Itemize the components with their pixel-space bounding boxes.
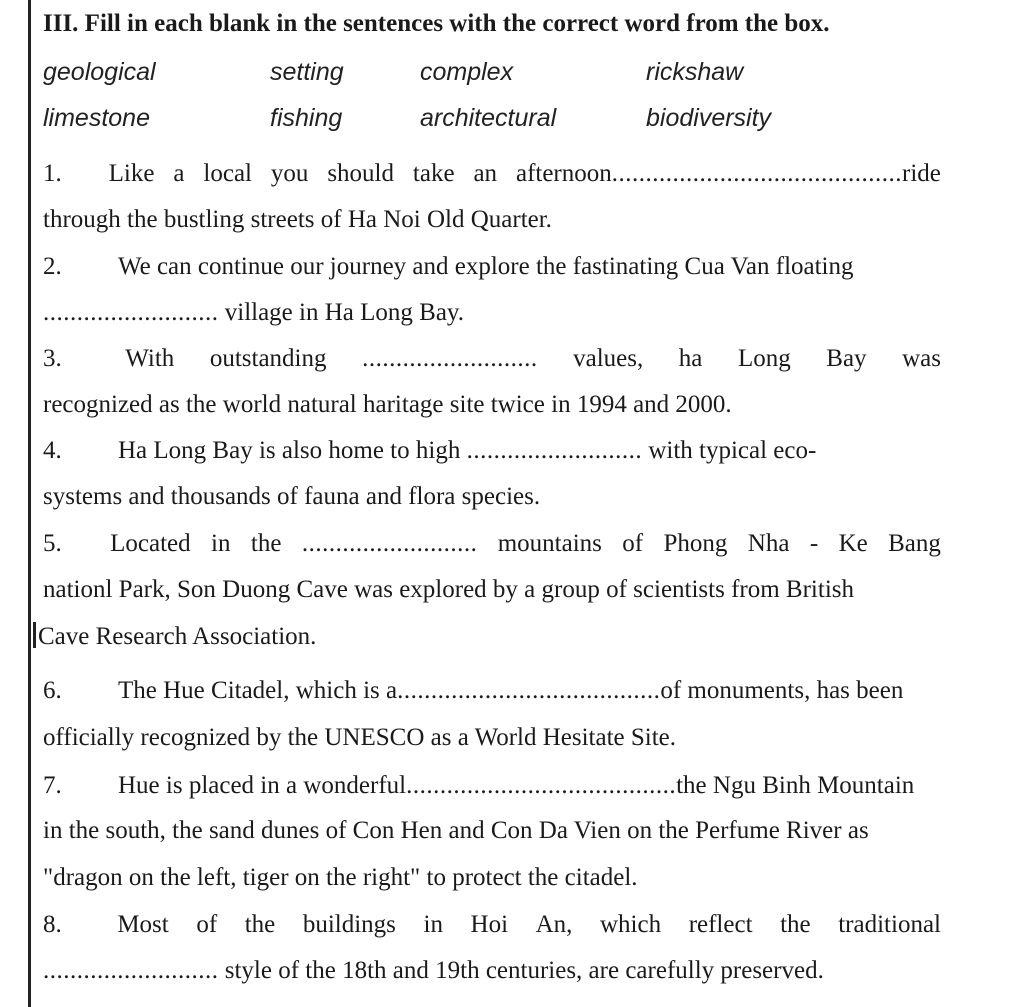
question-word: Bang — [888, 530, 941, 557]
question-word: traditional — [838, 911, 941, 938]
word-box-item: architectural — [420, 104, 557, 132]
question-2-line-2 — [43, 299, 941, 327]
question-7-line-2: in the south, the sand dunes of Con Hen and Con Da Vien on the Perfume River as — [43, 817, 869, 844]
question-4-line-1 — [43, 437, 941, 465]
question-word — [516, 160, 941, 188]
question-word: of — [622, 530, 644, 557]
question-6-line-1 — [43, 677, 941, 705]
question-5-line-2: nationl Park, Son Duong Cave was explored by a group of scientists from British — [43, 576, 854, 603]
question-number: 8. — [43, 911, 62, 938]
question-word-text: ride — [902, 160, 941, 187]
question-6-line-2: officially recognized by the UNESCO as a World Hesitate Site. — [43, 724, 677, 751]
question-word: Phong — [663, 530, 728, 557]
question-word: a — [173, 160, 185, 187]
question-word: Bay — [826, 345, 867, 372]
word-box-item: biodiversity — [646, 104, 772, 132]
question-word: the — [780, 911, 811, 938]
question-word: An, — [535, 911, 573, 938]
question-4-line-2: systems and thousands of fauna and flora species. — [43, 483, 541, 510]
question-number: 5. — [43, 530, 62, 557]
question-word: an — [473, 160, 498, 187]
question-word: local — [203, 160, 252, 187]
question-text: village in Ha Long Bay. — [224, 299, 465, 326]
word-box-item: geological — [43, 58, 156, 86]
question-word: Long — [737, 345, 791, 372]
answer-blank[interactable]: .......................... — [466, 437, 643, 464]
question-2-line-1 — [43, 253, 941, 281]
question-word: - — [809, 530, 819, 557]
question-word: Located — [110, 530, 191, 557]
question-word-text: afternoon — [515, 160, 612, 187]
question-1-line-2: through the bustling streets of Ha Noi Old Quarter. — [43, 206, 552, 233]
question-word: reflect — [688, 911, 753, 938]
question-word: take — [412, 160, 455, 187]
question-3-line-1 — [43, 345, 941, 373]
question-number: 2. — [43, 253, 62, 280]
question-word: mountains — [497, 530, 602, 557]
answer-blank[interactable]: ....................................... — [397, 677, 661, 704]
question-8-line-1 — [43, 911, 941, 939]
question-word: Nha — [747, 530, 790, 557]
word-box-item: rickshaw — [646, 58, 744, 86]
question-text: Ha Long Bay is also home to high — [118, 437, 461, 464]
question-3-line-2: recognized as the world natural haritage site twice in 1994 and 2000. — [43, 391, 732, 418]
word-box-item: complex — [420, 58, 514, 86]
question-word: of — [196, 911, 218, 938]
answer-blank[interactable]: ........................................ — [406, 772, 677, 799]
question-number: 3. — [43, 345, 62, 372]
question-word: Hoi — [470, 911, 509, 938]
question-number: 4. — [43, 437, 62, 464]
question-text: The Hue Citadel, which is a — [118, 677, 398, 704]
question-5-line-3 — [33, 622, 931, 651]
question-word: Like — [108, 160, 155, 187]
question-word: in — [211, 530, 231, 557]
question-word: which — [600, 911, 662, 938]
question-text: with typical eco- — [648, 437, 817, 464]
question-text: We can continue our journey and explore the fastinating Cua Van floating — [118, 253, 854, 280]
question-text: Cave Research Association. — [38, 623, 317, 650]
question-word: buildings — [302, 911, 396, 938]
question-text: Hue is placed in a wonderful — [118, 772, 407, 799]
question-number: 6. — [43, 677, 62, 704]
question-number: 1. — [43, 160, 62, 187]
question-word: outstanding — [209, 345, 327, 372]
question-word: in — [423, 911, 443, 938]
word-box-item: setting — [270, 58, 344, 86]
question-8-line-2 — [43, 957, 941, 985]
question-word: should — [327, 160, 394, 187]
question-word: With — [125, 345, 175, 372]
question-text: the Ngu Binh Mountain — [676, 772, 915, 799]
question-word: values, — [573, 345, 644, 372]
question-1-line-1 — [43, 160, 941, 188]
question-word: the — [244, 911, 276, 938]
text-cursor — [33, 622, 36, 648]
question-word: Ke — [838, 530, 868, 557]
answer-blank[interactable]: .......................... — [362, 345, 538, 372]
question-word: the — [250, 530, 282, 557]
left-margin-rule — [28, 0, 31, 1007]
question-text: style of the 18th and 19th centuries, are carefully preserved. — [224, 957, 824, 984]
question-7-line-1 — [43, 772, 941, 800]
question-number: 7. — [43, 772, 62, 799]
word-box-item: limestone — [43, 104, 150, 132]
answer-blank[interactable]: .......................... — [43, 299, 219, 326]
question-word: Most — [117, 911, 169, 938]
question-5-line-1 — [43, 530, 941, 558]
answer-blank[interactable]: .......................... — [43, 957, 219, 984]
question-word: ha — [678, 345, 703, 372]
word-box-item: fishing — [270, 104, 343, 132]
question-word: was — [902, 345, 941, 372]
question-text: of monuments, has been — [660, 677, 904, 704]
answer-blank[interactable]: .......................... — [301, 530, 478, 557]
answer-blank[interactable]: ........................................... — [611, 160, 903, 187]
question-7-line-3: "dragon on the left, tiger on the right" to protect the citadel. — [43, 864, 638, 891]
exercise-heading: III. Fill in each blank in the sentences with the correct word from the box. — [43, 10, 830, 37]
question-word: you — [270, 160, 309, 187]
